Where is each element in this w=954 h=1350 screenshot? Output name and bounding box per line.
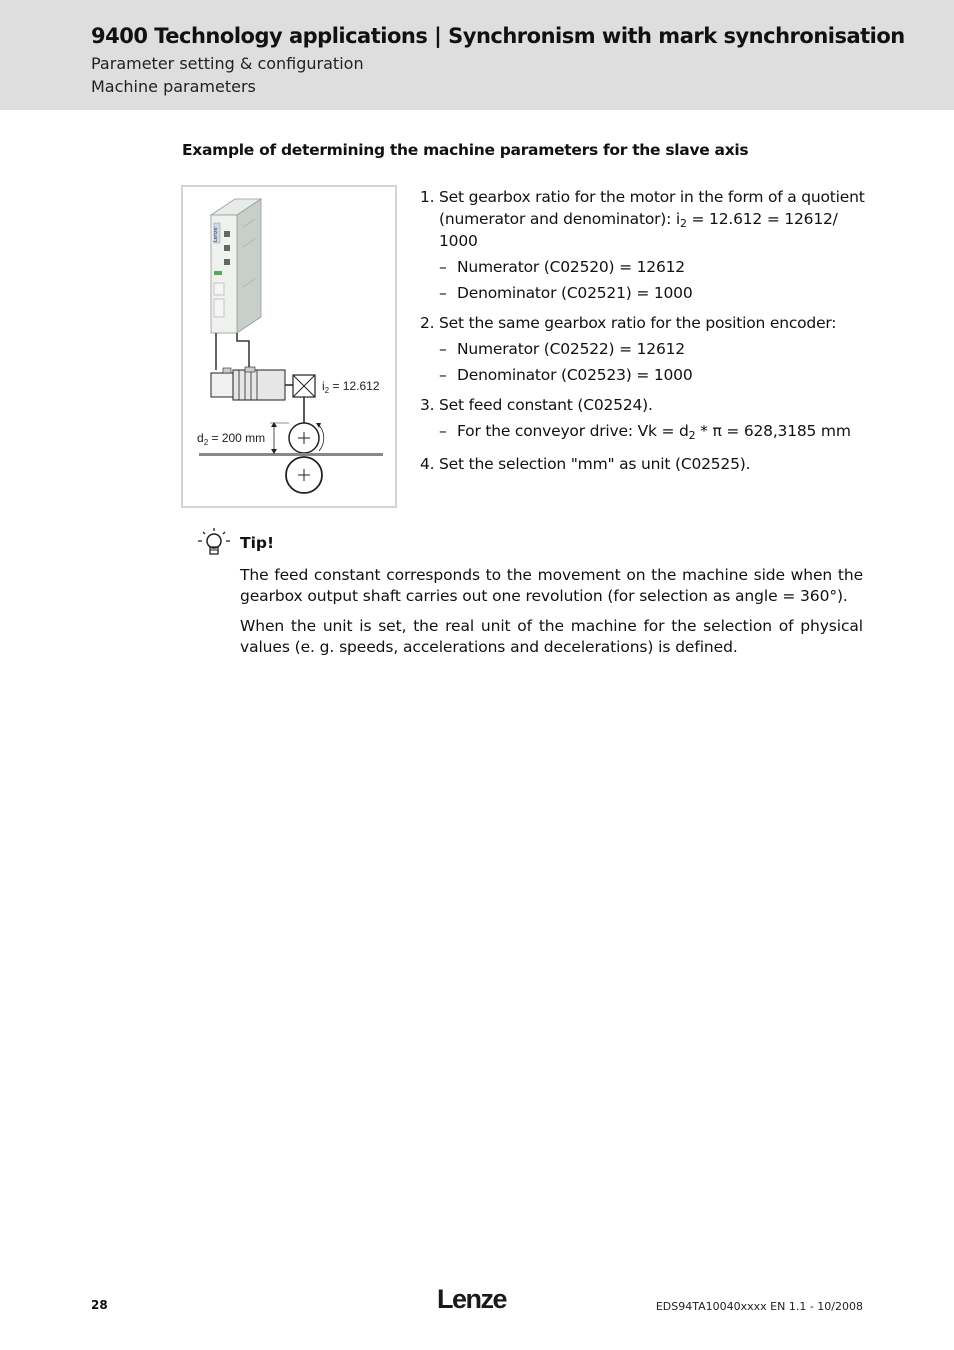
lightbulb-icon: [197, 526, 231, 560]
step-text: Set gearbox ratio for the motor in the form of a quotient (numerator and denominator): $i_2 = 12.612 = 12612/$ 1000: [439, 188, 865, 250]
step-1-subitem-denominator: – Denominator (C02521) = 1000: [439, 284, 693, 302]
counter-roller: [286, 457, 322, 493]
step-number: 1.: [420, 188, 435, 206]
servo-inverter-illustration: [211, 199, 261, 333]
page-number: 28: [91, 1298, 108, 1312]
machine-diagram: [181, 185, 397, 508]
page-title: 9400 Technology applications | Synchronism with mark synchronisation: [91, 24, 905, 48]
drive-roller: [289, 423, 324, 453]
header-subtitle-chapter: Parameter setting & configuration: [91, 54, 364, 73]
step-number: 4.: [420, 455, 435, 473]
step-text: Set the same gearbox ratio for the position encoder:: [439, 314, 837, 332]
step-4: [420, 453, 865, 475]
servo-motor-illustration: [211, 367, 293, 400]
tip-paragraph-feed-constant: The feed constant corresponds to the movement on the machine side when the gearbox output shaft carries out one revolution (for selection as angle = 360°).: [240, 566, 863, 605]
gearbox-symbol: [293, 375, 315, 423]
step-3-subitem-feed-constant: – For the conveyor drive: $Vk = d_2 * \pi = 628,3185$ mm: [439, 422, 851, 442]
diameter-dimension: [270, 422, 289, 454]
step-2-subitem-numerator: – Numerator (C02522) = 12612: [439, 340, 685, 358]
drive-diagram-svg: [183, 187, 395, 506]
step-2-subitem-denominator: – Denominator (C02523) = 1000: [439, 366, 693, 384]
step-text: Set the selection "mm" as unit (C02525).: [439, 455, 751, 473]
document-id: EDS94TA10040xxxx EN 1.1 - 10/2008: [655, 1300, 863, 1313]
step-number: 2.: [420, 314, 435, 332]
step-1: [420, 186, 865, 252]
step-text: Set feed constant (C02524).: [439, 396, 653, 414]
page-header: [0, 0, 954, 110]
section-heading: Example of determining the machine parameters for the slave axis: [182, 141, 749, 159]
lenze-logo: Lenze: [437, 1284, 507, 1314]
header-subtitle-section: Machine parameters: [91, 77, 256, 96]
step-3: [420, 394, 865, 416]
svg-text:Lenze: Lenze: [213, 227, 219, 242]
diameter-label: $d_2 = 200$ mm: [197, 431, 266, 447]
tip-label: Tip!: [240, 534, 275, 552]
encoder-cable: [237, 333, 249, 370]
conveyor-belt: [199, 453, 383, 456]
step-1-subitem-numerator: – Numerator (C02520) = 12612: [439, 258, 685, 276]
step-2: [420, 312, 865, 334]
procedure-steps: [420, 186, 865, 475]
tip-paragraph-unit: When the unit is set, the real unit of the machine for the selection of physical values (e. g. speeds, accelerations and decelerations) is defined.: [240, 617, 863, 656]
step-number: 3.: [420, 396, 435, 414]
gear-ratio-label: $i_2 = 12.612$: [322, 379, 380, 395]
